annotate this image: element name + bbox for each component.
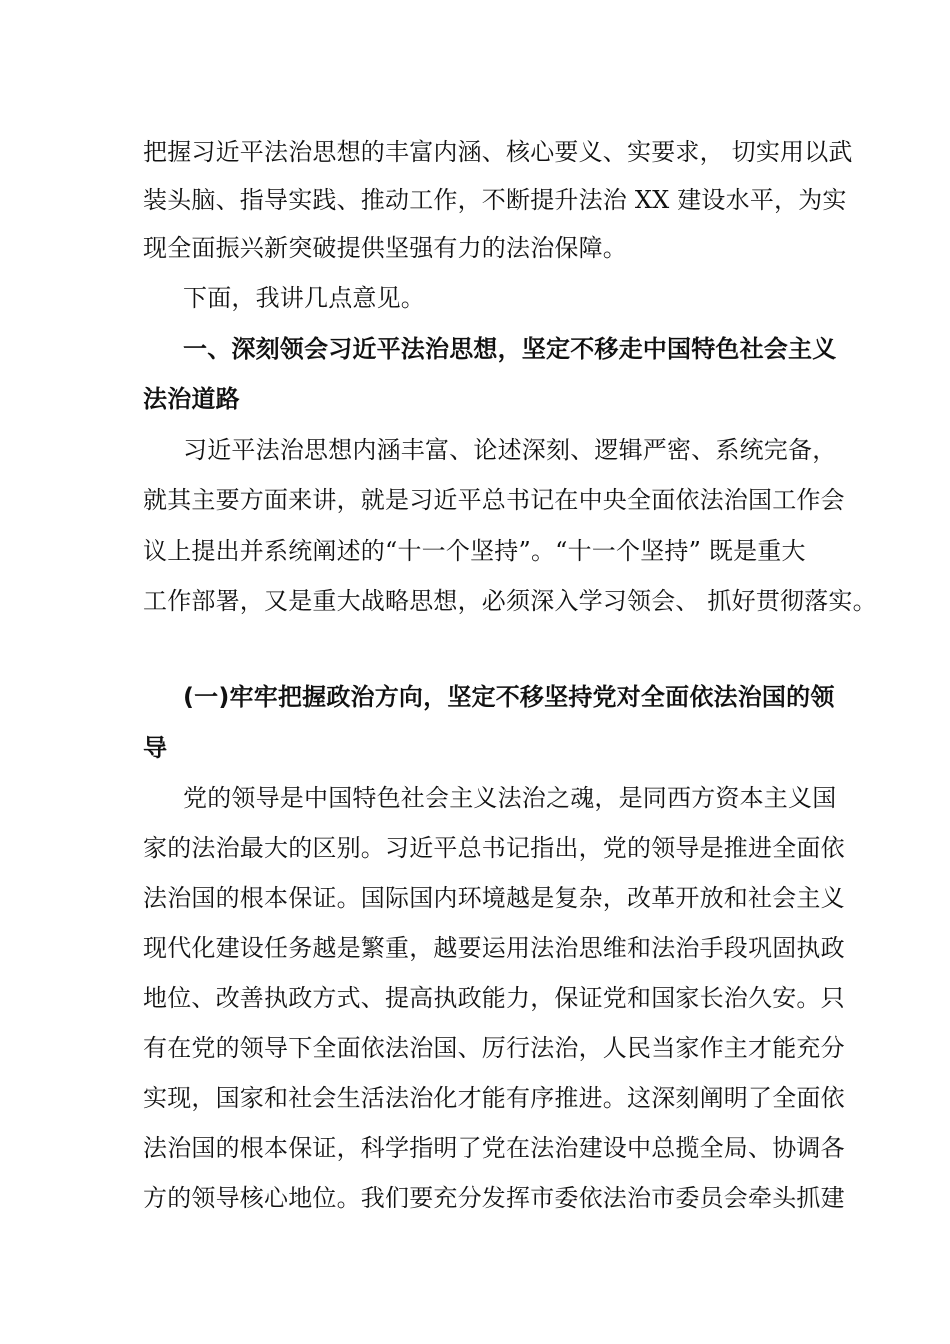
body-text-line: 党的领导是中国特色社会主义法治之魂，是同西方资本主义国 bbox=[183, 784, 837, 812]
body-text-line: 实现，国家和社会生活法治化才能有序推进。这深刻阐明了全面依 bbox=[143, 1084, 845, 1112]
subsection-heading: 导 bbox=[143, 734, 168, 762]
body-text-line: 现全面振兴新突破提供坚强有力的法治保障。 bbox=[143, 234, 627, 262]
body-text-line: 装头脑、指导实践、推动工作，不断提升法治 XX 建设水平，为实 bbox=[143, 186, 847, 214]
section-heading: 一、深刻领会习近平法治思想，坚定不移走中国特色社会主义 bbox=[183, 335, 837, 363]
body-text-line: 方的领导核心地位。我们要充分发挥市委依法治市委员会牵头抓建 bbox=[143, 1184, 845, 1212]
body-text-line: 有在党的领导下全面依法治国、厉行法治，人民当家作主才能充分 bbox=[143, 1034, 845, 1062]
section-heading: 法治道路 bbox=[143, 385, 240, 413]
body-text-line: 工作部署，又是重大战略思想，必须深入学习领会、 抓好贯彻落实。 bbox=[143, 587, 877, 615]
subsection-heading: (一)牢牢把握政治方向，坚定不移坚持党对全面依法治国的领 bbox=[183, 683, 835, 711]
body-text-line: 地位、改善执政方式、提高执政能力，保证党和国家长治久安。只 bbox=[143, 984, 845, 1012]
body-text-line: 家的法治最大的区别。习近平总书记指出，党的领导是推进全面依 bbox=[143, 834, 845, 862]
body-text-line: 议上提出并系统阐述的“十一个坚持”。“十一个坚持” 既是重大 bbox=[143, 537, 806, 565]
body-text-line: 现代化建设任务越是繁重，越要运用法治思维和法治手段巩固执政 bbox=[143, 934, 845, 962]
body-text-line: 法治国的根本保证。国际国内环境越是复杂，改革开放和社会主义 bbox=[143, 884, 845, 912]
body-text-line: 法治国的根本保证，科学指明了党在法治建设中总揽全局、协调各 bbox=[143, 1134, 845, 1162]
body-text-line: 下面，我讲几点意见。 bbox=[183, 284, 425, 312]
body-text-line: 就其主要方面来讲，就是习近平总书记在中央全面依法治国工作会 bbox=[143, 486, 845, 514]
body-text-line: 习近平法治思想内涵丰富、论述深刻、逻辑严密、系统完备， bbox=[183, 436, 837, 464]
body-text-line: 把握习近平法治思想的丰富内涵、核心要义、实要求， 切实用以武 bbox=[143, 138, 853, 166]
